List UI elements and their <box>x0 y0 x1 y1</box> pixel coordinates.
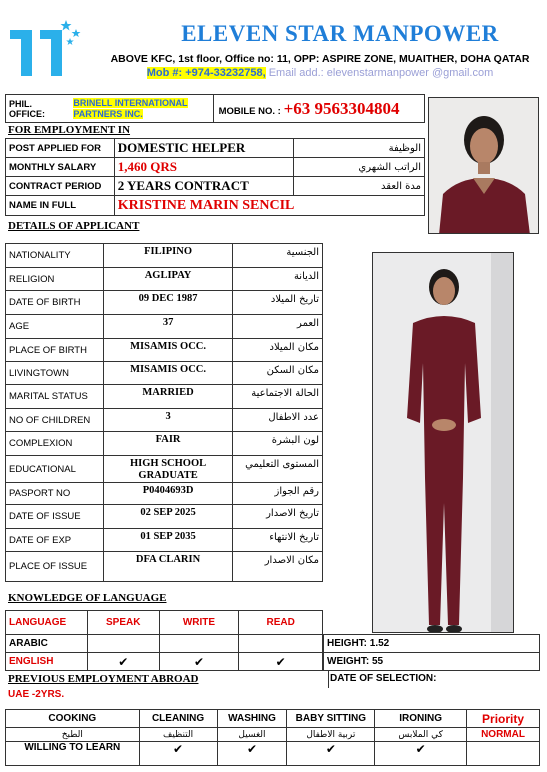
height-cell <box>324 635 540 653</box>
skill-washing: WASHING <box>217 710 287 728</box>
normal-label: NORMAL <box>467 728 540 742</box>
detail-arabic: الحالة الاجتماعية <box>233 385 323 409</box>
detail-value: 37 <box>103 315 233 339</box>
details-row <box>6 385 323 409</box>
detail-label: DATE OF ISSUE <box>6 505 104 529</box>
detail-label: PASPORT NO <box>6 483 104 505</box>
skill-baby-sitting: BABY SITTING <box>287 710 375 728</box>
previous-employment-value: UAE -2YRS. <box>8 689 65 700</box>
lang-arabic: ARABIC <box>6 635 88 653</box>
lang-header-language: LANGUAGE <box>6 611 88 635</box>
skill-ironing: IRONING <box>375 710 467 728</box>
name-label: NAME IN FULL <box>6 196 115 216</box>
detail-value: 02 SEP 2025 <box>103 505 233 529</box>
detail-value: 01 SEP 2035 <box>103 529 233 552</box>
salary-value: 1,460 QRS <box>114 158 294 177</box>
face-photo-image <box>429 98 539 234</box>
detail-value: DFA CLARIN <box>103 552 233 582</box>
letterhead <box>0 0 547 92</box>
detail-label: MARITAL STATUS <box>6 385 104 409</box>
post-ar: الوظيفة <box>294 139 425 158</box>
detail-value: P0404693D <box>103 483 233 505</box>
mobile-cell <box>213 95 424 123</box>
office-table <box>5 94 425 123</box>
willing-label: WILLING TO LEARN <box>6 742 140 766</box>
detail-label: NO OF CHILDREN <box>6 409 104 432</box>
details-row <box>6 339 323 362</box>
details-row <box>6 456 323 483</box>
detail-value: 09 DEC 1987 <box>103 291 233 315</box>
lang-header-write: WRITE <box>159 611 239 635</box>
details-row <box>6 505 323 529</box>
mobile-value: +63 9563304804 <box>283 98 400 118</box>
details-row <box>6 552 323 582</box>
measurements-table <box>323 634 540 671</box>
details-row <box>6 291 323 315</box>
language-table <box>5 610 323 671</box>
post-label: POST APPLIED FOR <box>6 139 115 158</box>
height-label: HEIGHT: <box>327 638 367 649</box>
details-row <box>6 483 323 505</box>
phil-office-line2: PARTNERS INC. <box>73 108 143 119</box>
skill-baby-sitting-ar: تربية الاطفال <box>287 728 375 742</box>
detail-label: RELIGION <box>6 268 104 291</box>
details-heading: DETAILS OF APPLICANT <box>8 220 140 232</box>
lang-arabic-speak <box>87 635 159 653</box>
lang-english: ENGLISH <box>6 653 88 671</box>
details-row <box>6 409 323 432</box>
detail-arabic: مكان الاصدار <box>233 552 323 582</box>
contract-label: CONTRACT PERIOD <box>6 177 115 196</box>
details-row <box>6 315 323 339</box>
weight-cell <box>324 653 540 671</box>
language-heading: KNOWLEDGE OF LANGUAGE <box>8 592 167 604</box>
divider <box>328 670 329 688</box>
detail-arabic: العمر <box>233 315 323 339</box>
eleven-star-logo-icon <box>8 18 86 78</box>
skill-washing-ar: الغسيل <box>217 728 287 742</box>
phil-office-line1: BRINELL INTERNATIONAL <box>73 97 188 108</box>
detail-arabic: المستوى التعليمي <box>233 456 323 483</box>
detail-label: COMPLEXION <box>6 432 104 456</box>
detail-label: NATIONALITY <box>6 244 104 268</box>
post-value: DOMESTIC HELPER <box>114 139 294 158</box>
priority-label: Priority <box>467 710 540 728</box>
detail-arabic: رقم الجواز <box>233 483 323 505</box>
detail-arabic: مكان الميلاد <box>233 339 323 362</box>
detail-label: AGE <box>6 315 104 339</box>
skill-cleaning: CLEANING <box>139 710 217 728</box>
full-body-photo-image <box>373 253 514 633</box>
previous-employment-heading: PREVIOUS EMPLOYMENT ABROAD <box>8 673 199 685</box>
detail-value: MISAMIS OCC. <box>103 339 233 362</box>
detail-arabic: تاريخ الاصدار <box>233 505 323 529</box>
contract-ar: مدة العقد <box>294 177 425 196</box>
weight-label: WEIGHT: <box>327 656 370 667</box>
detail-arabic: مكان السكن <box>233 362 323 385</box>
employment-table <box>5 138 425 216</box>
detail-label: EDUCATIONAL <box>6 456 104 483</box>
detail-label: DATE OF BIRTH <box>6 291 104 315</box>
details-row <box>6 432 323 456</box>
details-row <box>6 268 323 291</box>
phil-office-value <box>70 95 213 123</box>
detail-label: DATE OF EXP <box>6 529 104 552</box>
salary-label: MONTHLY SALARY <box>6 158 115 177</box>
applicant-full-photo <box>372 252 514 633</box>
priority-empty <box>467 742 540 766</box>
applicant-face-photo <box>428 97 539 234</box>
company-contact <box>100 67 540 79</box>
detail-value: FILIPINO <box>103 244 233 268</box>
lang-arabic-write <box>159 635 239 653</box>
lang-header-read: READ <box>239 611 323 635</box>
detail-arabic: الديانة <box>233 268 323 291</box>
name-value: KRISTINE MARIN SENCIL <box>114 196 424 216</box>
company-email: Email add.: elevenstarmanpower @gmail.com <box>265 67 494 79</box>
lang-english-read: ✔ <box>239 653 323 671</box>
lang-arabic-read <box>239 635 323 653</box>
detail-arabic: تاريخ الميلاد <box>233 291 323 315</box>
weight-value: 55 <box>372 656 384 667</box>
skill-ironing-ar: كي الملابس <box>375 728 467 742</box>
details-table <box>5 243 323 582</box>
date-of-selection-label: DATE OF SELECTION: <box>330 673 437 684</box>
skill-cooking-ar: الطبخ <box>6 728 140 742</box>
detail-label: PLACE OF BIRTH <box>6 339 104 362</box>
ironing-check: ✔ <box>375 742 467 766</box>
lang-english-write: ✔ <box>159 653 239 671</box>
detail-arabic: لون البشرة <box>233 432 323 456</box>
detail-arabic: عدد الاطفال <box>233 409 323 432</box>
contract-value: 2 YEARS CONTRACT <box>114 177 294 196</box>
lang-header-speak: SPEAK <box>87 611 159 635</box>
mobile-label: MOBILE NO. : <box>218 105 281 117</box>
cleaning-check: ✔ <box>139 742 217 766</box>
phil-office-label: PHIL. OFFICE: <box>6 95 71 123</box>
skills-table <box>5 709 540 766</box>
details-row <box>6 362 323 385</box>
lang-english-speak: ✔ <box>87 653 159 671</box>
baby-sitting-check: ✔ <box>287 742 375 766</box>
details-row <box>6 244 323 268</box>
detail-label: LIVINGTOWN <box>6 362 104 385</box>
washing-check: ✔ <box>217 742 287 766</box>
detail-value: 3 <box>103 409 233 432</box>
skill-cleaning-ar: التنظيف <box>139 728 217 742</box>
detail-value: HIGH SCHOOL GRADUATE <box>103 456 233 483</box>
for-employment-heading: FOR EMPLOYMENT IN <box>8 124 131 136</box>
detail-value: AGLIPAY <box>103 268 233 291</box>
skill-cooking: COOKING <box>6 710 140 728</box>
company-address: ABOVE KFC, 1st floor, Office no: 11, OPP: ASPIRE ZONE, MUAITHER, DOHA QATAR <box>110 53 530 65</box>
detail-arabic: تاريخ الانتهاء <box>233 529 323 552</box>
company-name: ELEVEN STAR MANPOWER <box>181 21 499 46</box>
details-row <box>6 529 323 552</box>
detail-value: MARRIED <box>103 385 233 409</box>
detail-value: MISAMIS OCC. <box>103 362 233 385</box>
height-value: 1.52 <box>369 638 390 649</box>
detail-arabic: الجنسية <box>233 244 323 268</box>
company-mobile: Mob #: +974-33232758, <box>146 67 266 79</box>
detail-label: PLACE OF ISSUE <box>6 552 104 582</box>
salary-ar: الراتب الشهري <box>294 158 425 177</box>
detail-value: FAIR <box>103 432 233 456</box>
